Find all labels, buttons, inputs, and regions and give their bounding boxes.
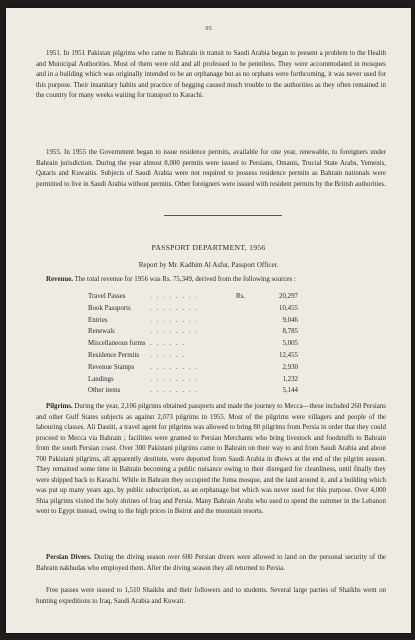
revenue-intro [36, 275, 386, 286]
revenue-lead: Revenue. [46, 276, 73, 283]
leader-dots: . . . . . . . . [150, 328, 199, 336]
leader-dots: . . . . . . . . [150, 387, 199, 395]
pilgrims-lead: Pilgrims. [46, 403, 73, 410]
revenue-intro-text: The total revenue for 1956 was Rs. 75,349, derived from the following sources : [74, 276, 296, 283]
free-passes-text: Free passes were issued to 1,510 Shaikhs and their followers and to students. Several large parties of Shaikhs went on hunting expeditions to Iraq, Saudi Arabia and Kuwait. [36, 587, 386, 605]
revenue-item-label: Renewals [88, 328, 115, 336]
persian-divers-text: During the diving season over 600 Persian divers were allowed to land on the personal security of the Bahrain nakhudas who employed them. After the diving season they all returned to Persia. [36, 554, 386, 572]
table-row [88, 385, 298, 397]
section-heading: PASSPORT DEPARTMENT, 1956 [151, 243, 266, 252]
leader-dots: . . . . . . . . [150, 316, 199, 324]
pilgrims-text: During the year, 2,106 pilgrims obtained passports and made the journey to Mecca—these included 260 Persians and other Gulf States subjects as against 2,073 pilgrims in 1955. Most of the pilgrims were villagers and people of the labouring classes. Ali Dastiti, a travel agent for pilgrims was allowed to bring 80 pilgrims from Persia in order that they could proceed to Mecca via Bahrain ; facilities were granted to Persian Merchants who bring livestock and foodstuffs to Bahrain from the south Persian coast. Over 300 Pakistani pilgrims came to Bahrain on their way to and from Saudi Arabia and about 700 Pakistani pilgrims, all apparently destitute, were deported from Saudi Arabia in dhows at the end of the pilgrim season. They remained some time in Bahrain becoming a public nuisance owing to their disregard for cleanliness, until finally they were shipped back to Karachi. While in Bahrain they occupied the Juma mosque, and the land around it, and a building which was put up many years ago, by public subscription, as an orphanage but which was never used for this purpose. Over 4,000 Shia pilgrims visited the holy shrines of Iraq and Persia. Many Bahrain Arabs who used to spend the summer in the Lebanon went to Egypt instead, owing to the high prices in Beirut and the mountain resorts. [36, 403, 386, 515]
revenue-item-amount: 12,455 [279, 351, 298, 359]
revenue-item-label: Other items [88, 387, 121, 395]
table-row [88, 362, 298, 374]
currency-spacer [236, 326, 254, 338]
revenue-item-label: Revenue Stamps [88, 363, 135, 371]
table-row [88, 350, 298, 362]
leader-dots: . . . . . . . . [150, 304, 199, 312]
table-row [88, 338, 298, 350]
revenue-item-label: Book Passports [88, 304, 131, 312]
revenue-table [88, 291, 298, 397]
leader-dots: . . . . . . . . [150, 363, 199, 371]
table-row [88, 303, 298, 315]
table-row [88, 315, 298, 327]
paragraph-free-passes [36, 586, 386, 607]
revenue-item-label: Miscellaneous forms [88, 340, 146, 348]
currency-label: Rs. [236, 293, 246, 300]
revenue-item-amount: 1,232 [282, 375, 298, 383]
revenue-item-amount: 2,930 [282, 363, 298, 371]
persian-divers-lead: Persian Divers. [46, 554, 92, 561]
paragraph-pilgrims [36, 402, 386, 518]
leader-dots: . . . . . . . . [150, 293, 199, 300]
currency-spacer [236, 374, 254, 386]
revenue-item-amount: 5,144 [282, 387, 298, 395]
currency-spacer [236, 350, 254, 362]
currency-spacer [236, 362, 254, 374]
page-number: 95 [205, 25, 212, 32]
revenue-item-amount: 8,785 [282, 328, 298, 336]
paragraph-1955-text: 1955. In 1955 the Government began to issue residence permits, available for one year, renewable, to foreigners under Bahrain jurisdiction. During the year almost 8,000 permits were issued to Persians, Omanis, Trucial State Arabs, Yemenis, Qataris and Kuwaitis. Subjects of Saudi Arabia were not required to possess residence permits as Bahrain nationals were permitted to live in Saudi Arabia without permits. Other foreigners were issued with resident permits by the British authorities. [36, 149, 386, 188]
revenue-item-amount: 9,046 [282, 316, 298, 324]
revenue-item-amount: 10,455 [279, 304, 298, 312]
report-byline: Report by Mr. Kadhim Al Asfur, Passport Officer. [138, 261, 279, 269]
currency-spacer [236, 303, 254, 315]
table-row [88, 374, 298, 386]
paragraph-1955 [36, 148, 386, 190]
revenue-item-amount: 5,005 [282, 340, 298, 348]
leader-dots: . . . . . . [150, 351, 186, 359]
currency-spacer [236, 338, 254, 350]
table-row [88, 326, 298, 338]
document-page [6, 8, 411, 633]
revenue-item-amount: 20,297 [279, 293, 298, 300]
paragraph-persian-divers [36, 553, 386, 574]
revenue-item-label: Residence Permits [88, 351, 140, 359]
leader-dots: . . . . . . . . [150, 375, 199, 383]
currency-spacer [236, 385, 254, 397]
table-row [88, 291, 298, 303]
revenue-item-label: Travel Passes [88, 293, 126, 300]
leader-dots: . . . . . . [150, 340, 186, 348]
paragraph-1951 [36, 49, 386, 102]
revenue-item-label: Landings [88, 375, 114, 383]
revenue-item-label: Entries [88, 316, 108, 324]
paragraph-1951-text: 1951. In 1951 Pakistan pilgrims who came to Bahrain in transit to Saudi Arabia began to present a problem to the Health and Municipal Authorities. Most of them were old and all professed to be penniless. They were accommodated in mosques and in a building which was originally intended to be an orphanage but as no orphans were forthcoming, it was never used for this purpose. Their insanitary habits and practice of begging caused much trouble to the authorities as they often remained in the country for many weeks waiting for transport to Karachi. [36, 50, 386, 99]
currency-spacer [236, 315, 254, 327]
section-divider [164, 215, 282, 216]
